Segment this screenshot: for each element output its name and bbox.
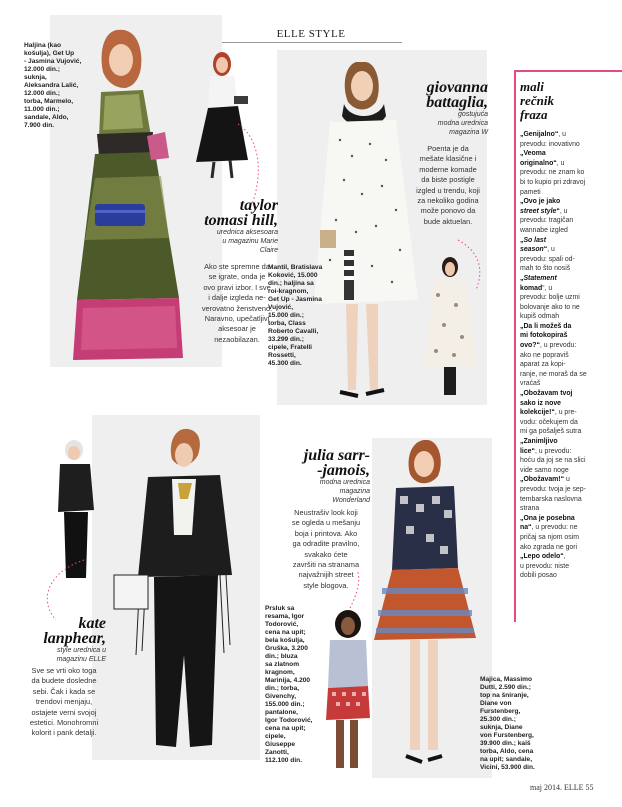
sidebar-line: prevodu: spali od- bbox=[520, 255, 575, 263]
sidebar-line: „So last bbox=[520, 236, 547, 244]
sidebar-line: „Obožavam tvoj bbox=[520, 390, 573, 398]
sidebar-line: wannabe izgled bbox=[520, 226, 568, 234]
person-name: taylor tomasi hill, bbox=[204, 197, 278, 229]
sidebar-line: pameti bbox=[520, 188, 541, 196]
sidebar-line: tembarska naslovna bbox=[520, 495, 582, 503]
sidebar-line: bolovanje ako to ne bbox=[520, 303, 580, 311]
sidebar-line: prevodu: bolje uzmi bbox=[520, 294, 580, 302]
taylor-caption bbox=[170, 198, 278, 255]
sidebar-line: ranje, ne moraš da se bbox=[520, 370, 587, 378]
julia-quote: Neustrašiv look koji se ogleda u mešanju boja i printova. Ako ga odradite pravilno, svakako ćete završiti na stranama najvažnijih street style blogova. bbox=[291, 508, 361, 590]
sidebar-line: ako zgrada ne gori bbox=[520, 543, 578, 551]
sidebar-line: bi to kupio pri zdravoj bbox=[520, 178, 586, 186]
sidebar-line: „Genijalno“, u bbox=[520, 131, 566, 138]
sidebar-line: na“, u prevodu: ne bbox=[520, 524, 578, 532]
sidebar-line: mah to što nosiš bbox=[520, 265, 571, 273]
person-role: modna urednica magazina Wonderland bbox=[319, 479, 370, 504]
credit-block-1: Haljina (kao košulja), Get Up - Jasmina Vujović, 12.000 din.; suknja, Aleksandra Lalić, 12.000 din.; torba, Marmelo, 11.000 din.; sandale, Aldo, 7.900 din. bbox=[24, 42, 82, 129]
sidebar-title: mali rečnik fraza bbox=[520, 79, 554, 122]
sidebar-line: kolekcije!“, u pre- bbox=[520, 409, 577, 417]
sidebar-line: mi fotokopiraš bbox=[520, 332, 568, 340]
sidebar-line: kupiš odmah bbox=[520, 313, 560, 321]
julia-caption bbox=[280, 448, 370, 505]
sidebar-line: „Veoma bbox=[520, 150, 546, 158]
sidebar-line: u prevodu: niste bbox=[520, 562, 570, 570]
sidebar-line: „Ovo je jako bbox=[520, 198, 561, 206]
credit-block-2: Mantil, Bratislava Koković, 15.000 din.; haljina sa roi-kragnom, Get Up - Jasmina Vujović, 15.000 din.; torba, Class Roberto Cavalli, 33.299 din.; cipele, Fratelli Rossetti, 45.300 din. bbox=[268, 264, 323, 367]
credit-block-4: Majica, Massimo Dutti, 2.590 din.; top na šniranje, Diane von Furstenberg, 25.300 din.; suknja, Diane von Furstenberg, 39.900 din.; kaiš torba, Aldo, cena na upit; sandale, Vicini, 53.900 din. bbox=[480, 676, 535, 771]
giovanna-quote: Poenta je da mešate klasične i moderne komade da biste postigle izgled u trendu, koji za nekoliko godina može ponovo da bude aktuelan. bbox=[416, 144, 480, 226]
taylor-quote: Ako ste spremne da se igrate, onda je ovo pravi izbor. I sve i dalje izgleda ne- verovatno ženstveno. Naravno, upečatljivi aksesoar je nezaobilazan. bbox=[201, 262, 273, 344]
sidebar-line: aparat za kopi- bbox=[520, 361, 566, 369]
sidebar-line: „Da li možeš da bbox=[520, 322, 572, 330]
person-name: julia sarr- -jamois, bbox=[303, 447, 370, 479]
sidebar-line: pričaj sa njom osim bbox=[520, 533, 579, 541]
person-role: gostujuća modna urednica magazina W bbox=[437, 111, 488, 136]
sidebar-line: originalno“, u bbox=[520, 159, 565, 167]
sidebar-line: vraćaš bbox=[520, 380, 541, 388]
sidebar-line: sako iz nove bbox=[520, 399, 561, 407]
sidebar-line: ovo?“, u prevodu: bbox=[520, 342, 577, 350]
section-header: ELLE STYLE bbox=[276, 28, 346, 40]
page-footer: maj 2014. ELLE 55 bbox=[530, 783, 594, 792]
sidebar-line: dobili posao bbox=[520, 572, 557, 580]
sidebar-line: „Ona je posebna bbox=[520, 514, 575, 522]
sidebar-line: vodu: očekujem da bbox=[520, 418, 578, 426]
sidebar-line: street style“, u bbox=[520, 207, 568, 215]
sidebar-line: strana bbox=[520, 505, 540, 513]
person-role: urednica aksesoara u magazinu Marie Claire bbox=[216, 229, 278, 254]
sidebar-line: lice“, u prevodu: bbox=[520, 447, 572, 455]
sidebar-line: prevodu: ne znam ko bbox=[520, 169, 585, 177]
sidebar-line: season“, u bbox=[520, 246, 555, 254]
kate-quote: Sve se vrti oko toga da budete dosledne sebi. Čak i kada se trendovi menjaju, ostajete verni svojoj estetici. Monohromni kolorit i pank detalji. bbox=[29, 666, 99, 738]
person-role: style urednica u magazinu ELLE bbox=[56, 647, 106, 663]
sidebar-text bbox=[520, 130, 587, 581]
sidebar-line: mi ga pošalješ sutra bbox=[520, 428, 582, 436]
sidebar-line: „Lepo odelo“, bbox=[520, 553, 566, 561]
sidebar-line: vide samo noge bbox=[520, 466, 569, 474]
sidebar-line: prevodu: inovativno bbox=[520, 140, 580, 148]
sidebar-line: „Zanimljivo bbox=[520, 438, 558, 445]
sidebar-line: „Statement bbox=[520, 274, 557, 282]
sidebar-line: ako ne popraviš bbox=[520, 351, 569, 359]
giovanna-caption bbox=[398, 80, 488, 137]
sidebar-line: hoću da joj se na slici bbox=[520, 457, 586, 465]
credit-block-3: Prsluk sa resama, Igor Todorović, cena na upit; bela košulja, Gruška, 3.200 din.; bluza sa zlatnom kragnom, Marinija, 4.200 din.; torba, Givenchy, 155.000 din.; pantalone, Igor Todorović, cena na upit; cipele, Giuseppe Zanotti, 112.100 din. bbox=[265, 605, 313, 764]
kate-caption bbox=[18, 616, 106, 664]
person-name: kate lanphear, bbox=[43, 615, 106, 647]
sidebar-line: „Obožavam!“ u bbox=[520, 476, 570, 484]
sidebar-line: prevodu: tvoja je sep- bbox=[520, 485, 586, 493]
person-name: giovanna battaglia, bbox=[426, 79, 488, 111]
sidebar-line: komad“, u bbox=[520, 284, 553, 292]
sidebar-line: prevodu: tragičan bbox=[520, 217, 574, 225]
